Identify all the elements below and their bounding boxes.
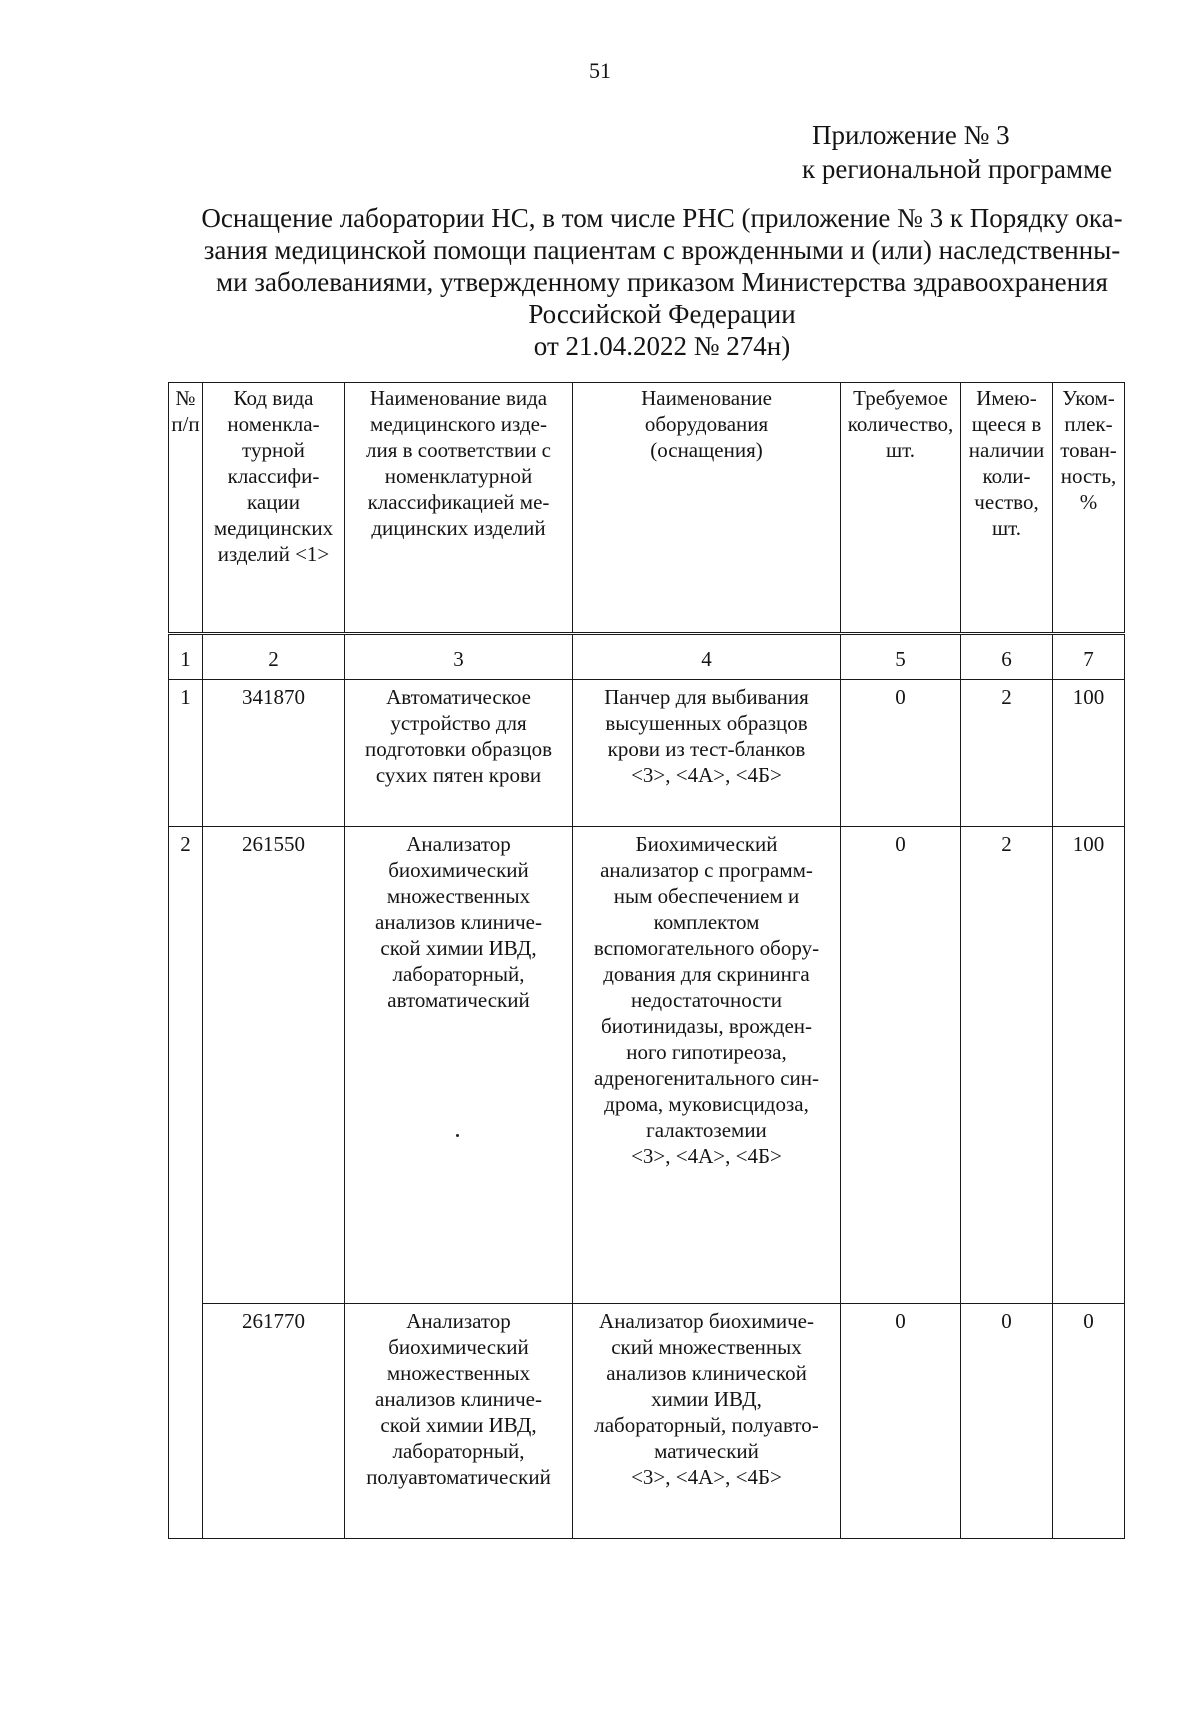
row-available: 2 xyxy=(961,680,1053,827)
row-code: 341870 xyxy=(203,680,345,827)
column-number: 3 xyxy=(345,634,573,680)
row-required: 0 xyxy=(841,1304,961,1539)
row-number: 1 xyxy=(169,680,203,827)
column-number: 2 xyxy=(203,634,345,680)
table-row xyxy=(169,680,1125,827)
row-available: 0 xyxy=(961,1304,1053,1539)
column-number-row xyxy=(169,634,1125,680)
appendix-heading xyxy=(802,118,1113,186)
row-completeness: 0 xyxy=(1053,1304,1125,1539)
row-code: 261550 xyxy=(203,827,345,1304)
row-required: 0 xyxy=(841,827,961,1304)
row-required: 0 xyxy=(841,680,961,827)
table-row xyxy=(169,1304,1125,1539)
row-completeness: 100 xyxy=(1053,827,1125,1304)
row-equipment: Панчер для выбивания высушенных образцов крови из тест-бланков <3>, <4А>, <4Б> xyxy=(573,680,841,827)
row-code: 261770 xyxy=(203,1304,345,1539)
title-line: зания медицинской помощи пациентам с врожденными и (или) наследственны- xyxy=(203,235,1121,265)
document-title xyxy=(182,202,1142,362)
row-kind: Анализатор биохимический множественных анализов клиниче- ской химии ИВД, лабораторный, полуавтоматический xyxy=(345,1304,573,1539)
table-row xyxy=(169,827,1125,1304)
title-line: от 21.04.2022 № 274н) xyxy=(533,331,791,361)
equipment-table xyxy=(168,382,1125,1539)
title-line: Российской Федерации xyxy=(528,299,796,329)
page-number: 51 xyxy=(589,58,611,83)
header-code: Код вида номенкла- турной классифи- кации медицинских изделий <1> xyxy=(203,383,345,634)
row-number: 2 xyxy=(169,827,203,1539)
header-kind: Наименование вида медицинского изде- лия в соответствии с номенклатурной классификацией ме- дицинских изделий xyxy=(345,383,573,634)
column-number: 7 xyxy=(1053,634,1125,680)
header-number: № п/п xyxy=(169,383,203,634)
title-line: ми заболеваниями, утвержденному приказом Министерства здравоохранения xyxy=(216,267,1108,297)
header-equipment: Наименование оборудования (оснащения) xyxy=(573,383,841,634)
scan-speck xyxy=(456,1134,459,1137)
column-number: 1 xyxy=(169,634,203,680)
row-equipment: Биохимический анализатор с программ- ным обеспечением и комплектом вспомогательного обору- дования для скрининга недостаточности биотинидазы, врожден- ного гипотиреоза, адреногенитального син- дрома, муковисцидоза, галактоземии <3>, <4А>, <4Б> xyxy=(573,827,841,1304)
header-completeness: Уком- плек- тован- ность, % xyxy=(1053,383,1125,634)
appendix-title: Приложение № 3 xyxy=(812,120,1010,150)
header-available: Имею- щееся в наличии коли- чество, шт. xyxy=(961,383,1053,634)
title-line: Оснащение лаборатории НС, в том числе РНС (приложение № 3 к Порядку ока- xyxy=(201,203,1123,233)
row-kind: Автоматическое устройство для подготовки образцов сухих пятен крови xyxy=(345,680,573,827)
row-available: 2 xyxy=(961,827,1053,1304)
row-kind: Анализатор биохимический множественных анализов клиниче- ской химии ИВД, лабораторный, автоматический xyxy=(345,827,573,1304)
column-number: 6 xyxy=(961,634,1053,680)
row-completeness: 100 xyxy=(1053,680,1125,827)
column-number: 5 xyxy=(841,634,961,680)
row-equipment: Анализатор биохимиче- ский множественных анализов клинической химии ИВД, лабораторный, полуавто- матический <3>, <4А>, <4Б> xyxy=(573,1304,841,1539)
appendix-subtitle: к региональной программе xyxy=(802,154,1113,184)
column-number: 4 xyxy=(573,634,841,680)
header-required: Требуемое количество, шт. xyxy=(841,383,961,634)
table-header-row xyxy=(169,383,1125,634)
